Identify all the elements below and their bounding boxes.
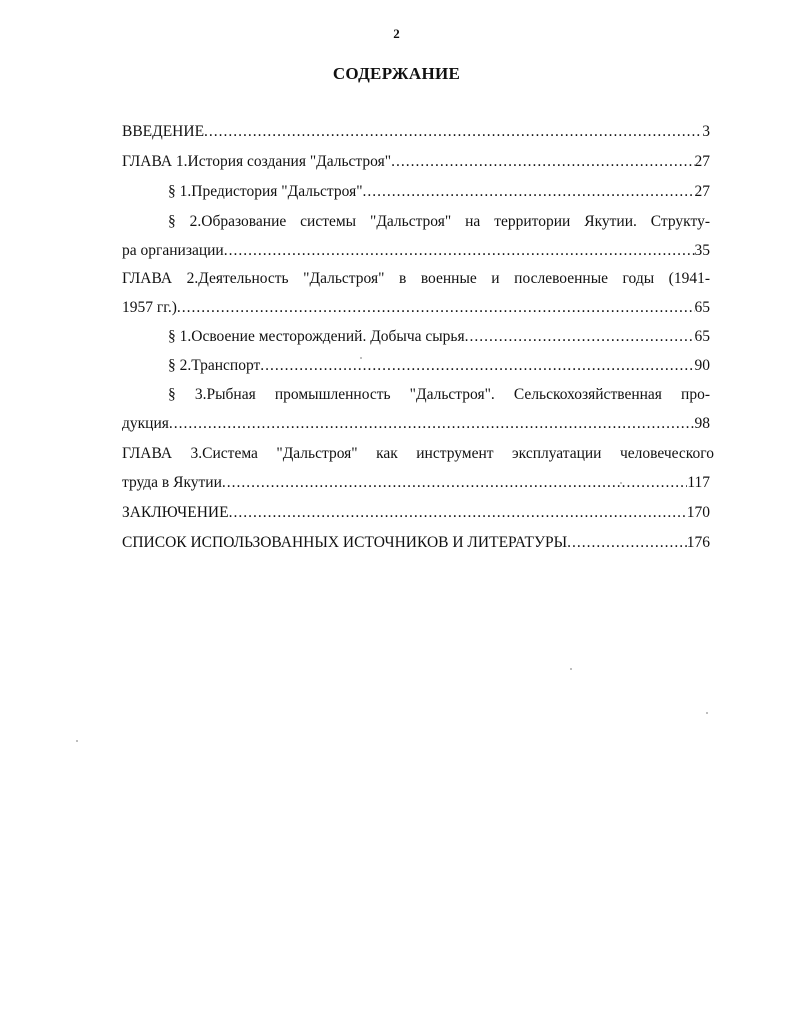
dot-leader <box>465 327 695 347</box>
toc-entry-title: § 1.Предистория "Дальстроя" <box>168 183 363 200</box>
dot-leader <box>204 122 702 142</box>
toc-entry-chapter-2-section-3-line-2 <box>122 414 710 434</box>
toc-entry-chapter-1-section-2-line-2 <box>122 241 710 261</box>
toc-entry-chapter-2-line-2 <box>122 298 710 318</box>
toc-entry-page: 98 <box>694 415 710 432</box>
toc-entry-page: 65 <box>694 299 710 316</box>
toc-entry-page: 3 <box>702 123 710 140</box>
scan-speck <box>360 357 362 359</box>
toc-entry-page: 35 <box>694 242 710 259</box>
toc-entry-chapter-2-section-2 <box>168 356 710 376</box>
toc-entry-title: 1957 гг.) <box>122 299 177 316</box>
dot-leader <box>177 298 695 318</box>
toc-entry-page: 170 <box>686 504 710 521</box>
toc-entry-title: дукция <box>122 415 169 432</box>
dot-leader <box>363 182 695 202</box>
dot-leader <box>229 503 687 523</box>
toc-entry-introduction <box>122 122 710 142</box>
toc-entry-page: 27 <box>694 153 710 170</box>
toc-entry-title: ра организации <box>122 242 224 259</box>
toc-entry-title: § 2.Транспорт <box>168 357 261 374</box>
dot-leader <box>224 241 695 261</box>
toc-entry-chapter-2-line-1: ГЛАВА 2.Деятельность "Дальстроя" в военные и послевоенные годы (1941- <box>122 270 710 287</box>
toc-entry-page: 176 <box>686 534 710 551</box>
toc-entry-title: СПИСОК ИСПОЛЬЗОВАННЫХ ИСТОЧНИКОВ И ЛИТЕРАТУРЫ <box>122 534 568 551</box>
toc-entry-page: 117 <box>687 474 710 491</box>
dot-leader <box>169 414 695 434</box>
toc-entry-title: § 1.Освоение месторождений. Добыча сырья <box>168 328 465 345</box>
toc-entry-conclusion <box>122 503 710 523</box>
toc-entry-title: ВВЕДЕНИЕ <box>122 123 205 140</box>
toc-entry-chapter-1-section-1 <box>168 182 710 202</box>
toc-entry-chapter-1-section-2-line-1: § 2.Образование системы "Дальстроя" на территории Якутии. Структу- <box>168 213 710 230</box>
toc-entry-title: ЗАКЛЮЧЕНИЕ <box>122 504 229 521</box>
scan-speck <box>620 482 622 484</box>
dot-leader <box>260 356 694 376</box>
toc-entry-page: 27 <box>694 183 710 200</box>
scan-speck <box>570 668 572 670</box>
toc-entry-chapter-2-section-1 <box>168 327 710 347</box>
page-title: СОДЕРЖАНИЕ <box>332 64 461 83</box>
scan-speck <box>76 740 78 742</box>
toc-entry-chapter-3-line-1: ГЛАВА 3.Система "Дальстроя" как инструмент эксплуатации человеческого <box>122 445 714 462</box>
toc-entry-title: труда в Якутии <box>122 474 222 491</box>
toc-entry-chapter-1 <box>122 152 710 172</box>
dot-leader <box>222 473 687 493</box>
toc-entry-sources <box>122 533 710 553</box>
toc-entry-chapter-2-section-3-line-1: § 3.Рыбная промышленность "Дальстроя". Сельскохозяйственная про- <box>168 386 710 403</box>
dot-leader <box>391 152 694 172</box>
toc-entry-title: ГЛАВА 1.История создания "Дальстроя" <box>122 153 392 170</box>
toc-entry-page: 90 <box>694 357 710 374</box>
page-number: 2 <box>393 26 400 41</box>
scan-speck <box>706 712 708 714</box>
toc-entry-page: 65 <box>694 328 710 345</box>
dot-leader <box>567 533 687 553</box>
